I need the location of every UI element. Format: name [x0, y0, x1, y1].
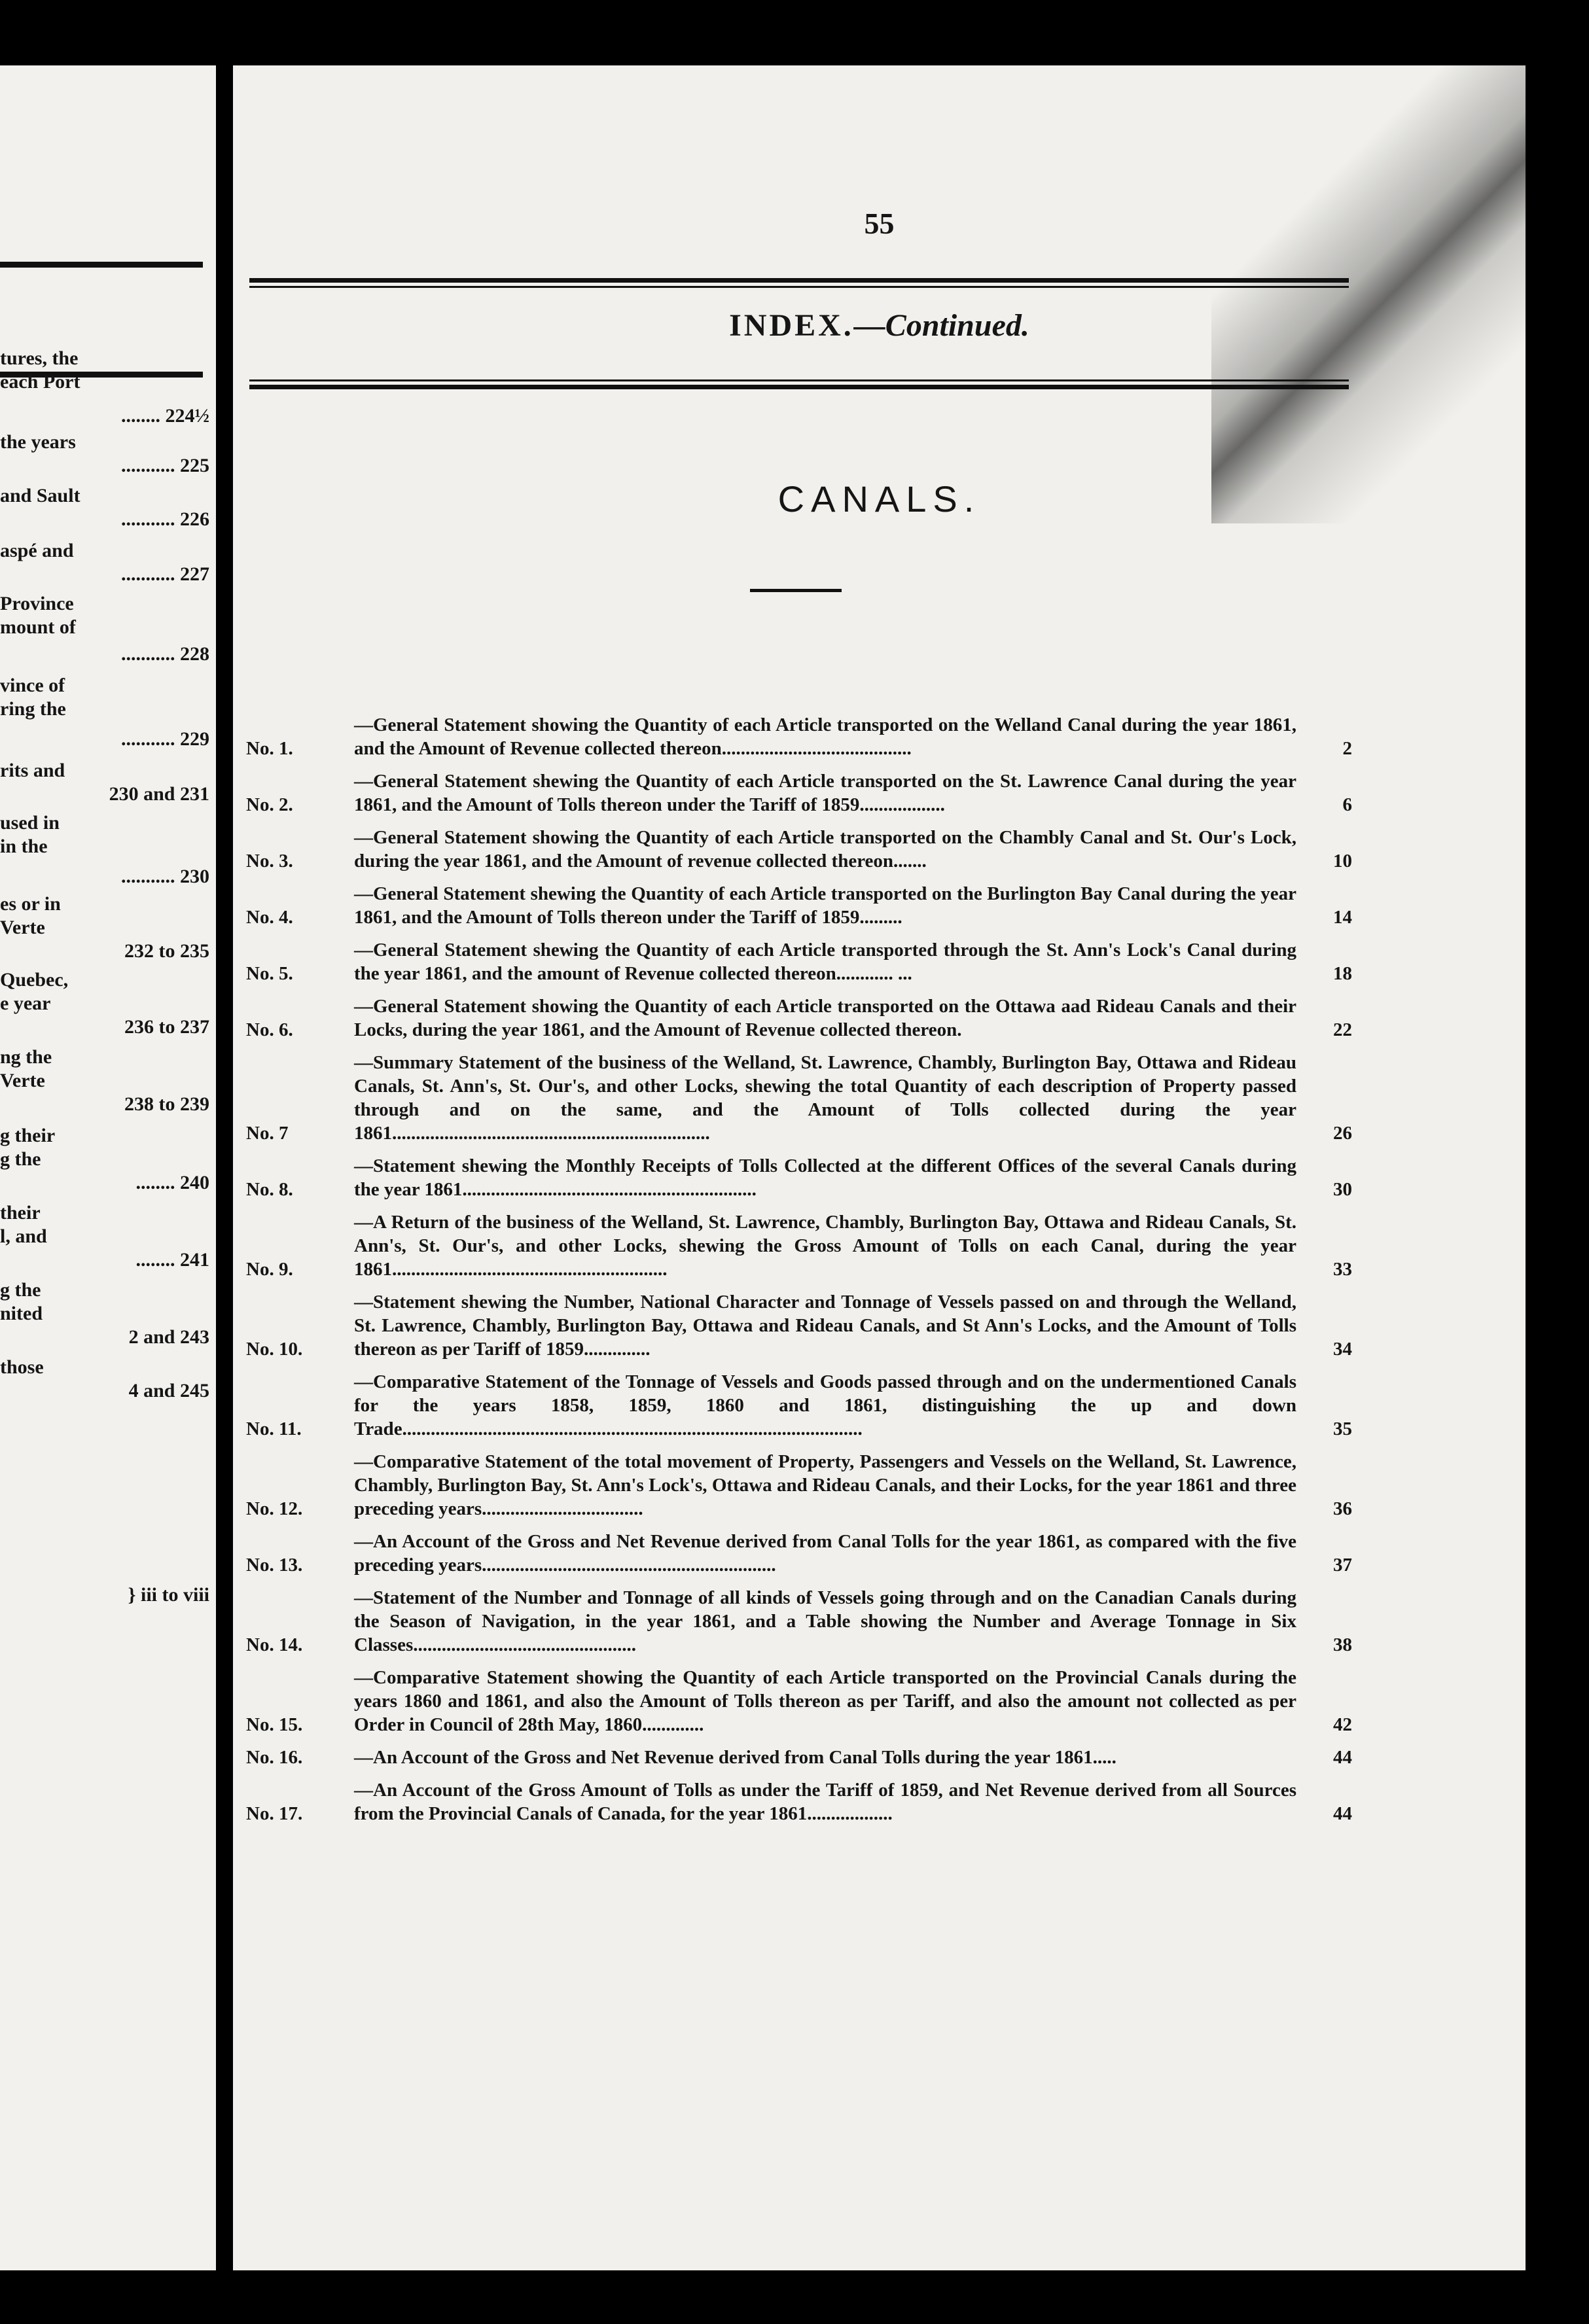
page-number: 55: [864, 207, 895, 240]
entry-number: No. 13.: [246, 1555, 303, 1576]
facing-page-line: those: [0, 1356, 44, 1378]
header-rule-top: [249, 278, 1349, 288]
facing-page-line: 4 and 245: [128, 1380, 209, 1401]
index-entry: [246, 1666, 1352, 1736]
index-entry: [246, 995, 1352, 1042]
facing-page-line: ........ 240: [135, 1172, 209, 1193]
entry-description: —General Statement shewing the Quantity of each Article transported on the Burlington Bay Canal during the year 1861, and the Amount of Tolls thereon under the Tariff of 1859.........: [354, 883, 1296, 928]
facing-page-line: ........... 230: [121, 866, 209, 887]
facing-page-line: tures, the: [0, 347, 79, 369]
entry-number: No. 17.: [246, 1803, 303, 1824]
entry-number: No. 7: [246, 1123, 289, 1144]
entry-page-number: 44: [1333, 1747, 1352, 1768]
entry-page-number: 6: [1342, 794, 1352, 815]
index-entry: [246, 1586, 1352, 1657]
entry-page-number: 44: [1333, 1803, 1352, 1824]
entry-page-number: 30: [1333, 1179, 1352, 1200]
entry-description: —General Statement shewing the Quantity of each Article transported on the St. Lawrence Canal during the year 1861, and the Amount of Tolls thereon under the Tariff of 1859..................: [354, 771, 1296, 815]
entry-description: —Statement shewing the Monthly Receipts of Tolls Collected at the different Offices of the several Canals during the year 1861..............................................................: [354, 1155, 1296, 1200]
index-entry: [246, 826, 1352, 873]
facing-page-line: Quebec,: [0, 969, 69, 991]
facing-page-line: Province: [0, 593, 74, 614]
entry-description: —Comparative Statement showing the Quantity of each Article transported on the Provincial Canals during the years 1860 and 1861, and also the Amount of Tolls thereon as per Tariff, and also the amount not collected as per Order in Council of 28th May, 1860.............: [354, 1667, 1296, 1735]
entry-number: No. 5.: [246, 963, 293, 984]
entry-number: No. 10.: [246, 1339, 303, 1360]
facing-page-line: vince of: [0, 675, 65, 696]
entry-page-number: 22: [1333, 1019, 1352, 1040]
index-heading: [233, 308, 1526, 343]
facing-page-line: their: [0, 1202, 41, 1224]
entry-number: No. 14.: [246, 1634, 303, 1655]
index-entry: [246, 882, 1352, 929]
entry-number: No. 1.: [246, 738, 293, 759]
entry-number: No. 3.: [246, 851, 293, 872]
facing-page-line: mount of: [0, 616, 76, 638]
facing-page-line: ........... 225: [121, 455, 209, 476]
entry-page-number: 26: [1333, 1123, 1352, 1144]
entry-number: No. 4.: [246, 907, 293, 928]
index-entry: [246, 1210, 1352, 1281]
entry-description: —General Statement showing the Quantity of each Article transported on the Chambly Canal and St. Our's Lock, during the year 1861, and the Amount of revenue collected thereon.......: [354, 827, 1296, 872]
entry-number: No. 8.: [246, 1179, 293, 1200]
facing-page-line: ........... 228: [121, 643, 209, 665]
index-entries: [246, 713, 1352, 1835]
entry-description: —Statement shewing the Number, National Character and Tonnage of Vessels passed on and through the Welland, St. Lawrence, Chambly, Burlington Bay, Ottawa and Rideau Canals, and St Ann's Locks, and the Amount of Tolls thereon as per Tariff of 1859..............: [354, 1292, 1296, 1360]
facing-page-line: rits and: [0, 760, 65, 781]
facing-page-line: ........... 227: [121, 563, 209, 585]
entry-description: —An Account of the Gross and Net Revenue derived from Canal Tolls for the year 1861, as compared with the five preceding years..............................................................: [354, 1531, 1296, 1576]
entry-page-number: 34: [1333, 1339, 1352, 1360]
entry-description: —A Return of the business of the Welland, St. Lawrence, Chambly, Burlington Bay, Ottawa and Rideau Canals, St. Ann's, St. Our's, and other Locks, shewing the Gross Amount of Tolls on each Canal, during the year 1861..........................................................: [354, 1212, 1296, 1280]
facing-page-line: es or in: [0, 893, 61, 915]
index-heading-continued: —Continued.: [853, 308, 1029, 343]
entry-page-number: 14: [1333, 907, 1352, 928]
facing-page-line: ........... 229: [121, 728, 209, 750]
entry-page-number: 33: [1333, 1259, 1352, 1280]
index-entry: [246, 769, 1352, 817]
index-entry: [246, 1154, 1352, 1201]
entry-description: —An Account of the Gross Amount of Tolls as under the Tariff of 1859, and Net Revenue derived from all Sources from the Provincial Canals of Canada, for the year 1861..................: [354, 1780, 1296, 1824]
facing-page-line: g the: [0, 1279, 41, 1301]
facing-page-line: nited: [0, 1303, 43, 1324]
facing-page-line: g their: [0, 1125, 56, 1146]
entry-number: No. 2.: [246, 794, 293, 815]
book-gutter: [220, 62, 232, 2287]
facing-page-fragment: [0, 65, 216, 2270]
facing-page-line: 238 to 239: [124, 1093, 209, 1115]
index-entry: [246, 1746, 1352, 1769]
entry-number: No. 9.: [246, 1259, 293, 1280]
entry-number: No. 16.: [246, 1747, 303, 1768]
entry-description: —Comparative Statement of the total movement of Property, Passengers and Vessels on the Welland, St. Lawrence, Chambly, Burlington Bay, St. Ann's Lock's, Ottawa and Rideau Canals, and their Locks, for the year 1861 and three preceding years..................................: [354, 1451, 1296, 1519]
entry-description: —General Statement shewing the Quantity of each Article transported through the St. Ann's Lock's Canal during the year 1861, and the amount of Revenue collected thereon............ ...: [354, 940, 1296, 984]
facing-page-line: e year: [0, 993, 51, 1014]
facing-page-line: used in: [0, 812, 60, 834]
facing-page-line: 232 to 235: [124, 940, 209, 962]
entry-description: —General Statement showing the Quantity of each Article transported on the Ottawa aad Rideau Canals and their Locks, during the year 1861, and the Amount of Revenue collected thereon.: [354, 996, 1296, 1040]
entry-page-number: 42: [1333, 1714, 1352, 1735]
entry-description: —Statement of the Number and Tonnage of all kinds of Vessels going through and on the Canadian Canals during the Season of Navigation, in the year 1861, and a Table showing the Number and Average Tonnage in Six Classes...............................................: [354, 1587, 1296, 1655]
entry-number: No. 6.: [246, 1019, 293, 1040]
facing-page-line: g the: [0, 1148, 41, 1170]
entry-number: No. 12.: [246, 1498, 303, 1519]
section-divider: [750, 589, 842, 592]
index-entry: [246, 713, 1352, 760]
facing-page-line: 2 and 243: [128, 1326, 209, 1348]
facing-page-line: and Sault: [0, 485, 80, 506]
entry-description: —Summary Statement of the business of the Welland, St. Lawrence, Chambly, Burlington Bay, Ottawa and Rideau Canals, St. Ann's, St. Our's, and other Locks, shewing the total Quantity of each description of Property passed through and on the same, and the Amount of Tolls collected during the year 1861...................................................................: [354, 1052, 1296, 1144]
index-entry: [246, 1530, 1352, 1577]
facing-page-line: Verte: [0, 917, 45, 938]
entry-page-number: 2: [1342, 738, 1352, 759]
entry-page-number: 10: [1333, 851, 1352, 872]
index-entry: [246, 938, 1352, 985]
facing-page-line: ........ 224½: [121, 405, 209, 427]
facing-page-line: ........ 241: [135, 1249, 209, 1271]
entry-page-number: 38: [1333, 1634, 1352, 1655]
index-entry: [246, 1290, 1352, 1361]
facing-page-line: 236 to 237: [124, 1016, 209, 1038]
facing-page-line: the years: [0, 431, 76, 453]
facing-page-line: ........... 226: [121, 508, 209, 530]
entry-number: No. 15.: [246, 1714, 303, 1735]
index-entry: [246, 1450, 1352, 1521]
section-title: CANALS.: [777, 478, 981, 519]
facing-page-line: in the: [0, 836, 48, 857]
facing-page-line: l, and: [0, 1225, 47, 1247]
entry-number: No. 11.: [246, 1418, 302, 1439]
facing-page-line: } iii to viii: [128, 1584, 209, 1606]
page-crease-shadow: [1211, 65, 1526, 523]
entry-page-number: 36: [1333, 1498, 1352, 1519]
index-heading-label: INDEX.: [729, 308, 854, 343]
facing-page-line: 230 and 231: [109, 783, 209, 805]
entry-page-number: 37: [1333, 1555, 1352, 1576]
entry-description: —Comparative Statement of the Tonnage of Vessels and Goods passed through and on the undermentioned Canals for the years 1858, 1859, 1860 and 1861, distinguishing the up and down Trade.................................................................................................: [354, 1371, 1296, 1439]
entry-description: —General Statement showing the Quantity of each Article transported on the Welland Canal during the year 1861, and the Amount of Revenue collected thereon........................................: [354, 714, 1296, 759]
index-entry: [246, 1051, 1352, 1145]
index-page: [233, 65, 1526, 2270]
entry-description: —An Account of the Gross and Net Revenue derived from Canal Tolls during the year 1861.....: [354, 1747, 1116, 1768]
entry-page-number: 35: [1333, 1418, 1352, 1439]
index-entry: [246, 1370, 1352, 1441]
facing-page-line: ng the: [0, 1046, 52, 1068]
index-entry: [246, 1778, 1352, 1825]
facing-page-rule: [0, 262, 203, 268]
facing-page-line: aspé and: [0, 540, 74, 561]
facing-page-line: ring the: [0, 698, 66, 720]
facing-page-line: Verte: [0, 1070, 45, 1091]
entry-page-number: 18: [1333, 963, 1352, 984]
facing-page-line: each Port: [0, 371, 80, 393]
header-rule-bottom: [249, 379, 1349, 389]
